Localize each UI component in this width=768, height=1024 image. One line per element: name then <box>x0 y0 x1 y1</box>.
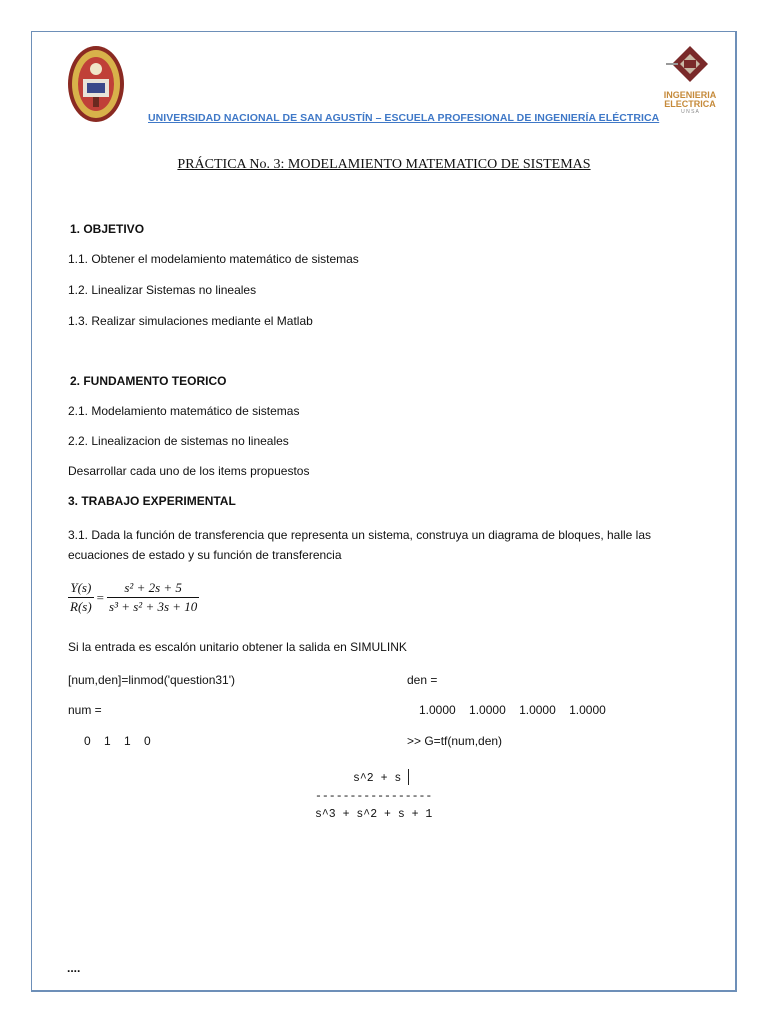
text-cursor <box>408 769 409 785</box>
linmod-command: [num,den]=linmod('question31') <box>68 673 236 687</box>
objective-item-3: 1.3. Realizar simulaciones mediante el Matlab <box>68 314 313 328</box>
diamond-logo-icon <box>658 44 722 86</box>
tf-output-divider: ----------------- <box>315 790 433 803</box>
transfer-function-equation <box>68 580 199 615</box>
den-values: 1.0000 1.0000 1.0000 1.0000 <box>419 703 606 717</box>
ellipsis-continuation: .... <box>67 961 81 975</box>
section-2-heading: 2. FUNDAMENTO TEORICO <box>70 374 227 388</box>
logo-text-electrica: ELECTRICA <box>664 99 716 109</box>
tf-command: >> G=tf(num,den) <box>407 734 503 748</box>
university-header: UNIVERSIDAD NACIONAL DE SAN AGUSTÍN – ESCUELA PROFESIONAL DE INGENIERÍA ELÉCTRICA <box>148 112 660 124</box>
lhs-denominator: R(s) <box>70 599 92 614</box>
tf-output-denominator: s^3 + s^2 + s + 1 <box>315 808 433 821</box>
rhs-numerator: s² + 2s + 5 <box>107 580 199 598</box>
num-values: 0 1 1 0 <box>84 734 151 748</box>
section-3-heading: 3. TRABAJO EXPERIMENTAL <box>68 494 236 508</box>
theory-item-2: 2.2. Linealizacion de sistemas no lineales <box>68 434 289 448</box>
lhs-fraction <box>68 580 94 615</box>
section-1-heading: 1. OBJETIVO <box>70 222 145 236</box>
rhs-fraction <box>107 580 199 615</box>
page-title: PRÁCTICA No. 3: MODELAMIENTO MATEMATICO DE SISTEMAS <box>177 157 591 172</box>
equals-sign: = <box>96 589 105 605</box>
objective-item-1: 1.1. Obtener el modelamiento matemático de sistemas <box>68 252 359 266</box>
tf-output-numerator: s^2 + s <box>353 772 402 785</box>
logo-text-ingenieria: INGENIERIA <box>663 90 717 100</box>
rhs-denominator: s³ + s² + 3s + 10 <box>109 599 198 614</box>
exercise-text-line-1: 3.1. Dada la función de transferencia que representa un sistema, construya un diagrama de bloques, halle las <box>68 528 652 542</box>
objective-item-2: 1.2. Linealizar Sistemas no lineales <box>68 283 257 297</box>
num-label: num = <box>68 703 102 717</box>
theory-item-1: 2.1. Modelamiento matemático de sistemas <box>68 404 300 418</box>
den-label: den = <box>407 673 438 687</box>
ingenieria-electrica-logo <box>658 44 722 114</box>
university-seal-logo <box>67 45 125 123</box>
logo-text-unsa: U N S A <box>681 109 699 115</box>
lhs-numerator: Y(s) <box>68 580 94 598</box>
page-border <box>31 31 737 992</box>
theory-instruction: Desarrollar cada uno de los items propuestos <box>68 464 310 478</box>
simulink-instruction: Si la entrada es escalón unitario obtener la salida en SIMULINK <box>68 640 407 654</box>
exercise-text-line-2: ecuaciones de estado y su función de transferencia <box>68 548 342 562</box>
